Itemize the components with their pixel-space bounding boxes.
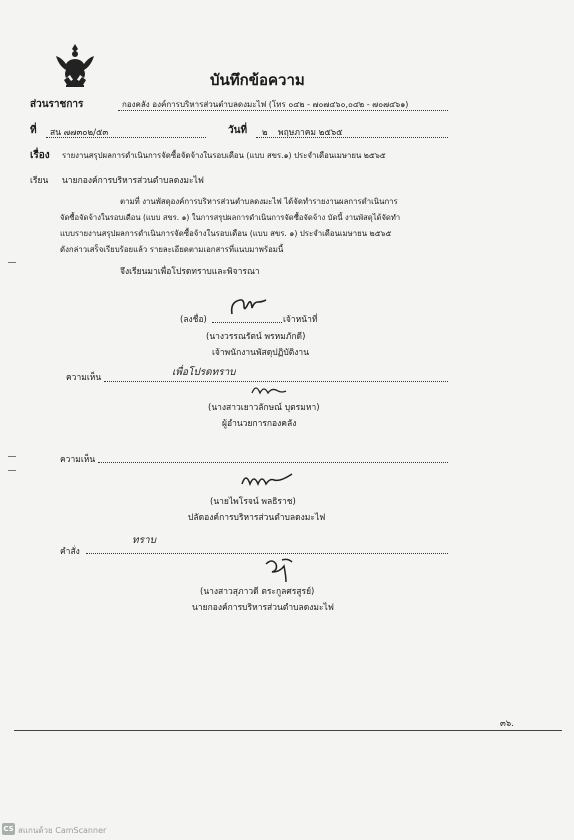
ref-value: สน ๗๗๓๐๒/๕๓ [50, 128, 109, 138]
memo-title: บันทึกข้อความ [210, 71, 305, 89]
signature-3 [240, 470, 296, 490]
opinion1-handwritten: เพื่อโปรดทราบ [172, 367, 236, 378]
date-day: ๒ [262, 128, 268, 138]
page-number: ๓๖. [500, 719, 514, 729]
signer3-name: (นายไพโรจน์ พลธิราช) [210, 497, 296, 507]
bottom-divider [14, 730, 562, 731]
signer2-position: ผู้อำนวยการกองคลัง [222, 419, 297, 429]
garuda-emblem-icon [54, 42, 96, 88]
signature-2 [250, 381, 290, 397]
signer2-name: (นางสาวเยาวลักษณ์ บุตรมหา) [208, 403, 320, 413]
ref-label: ที่ [30, 125, 37, 136]
signer1-prefix: (ลงชื่อ) [180, 315, 207, 325]
signer1-suffix: เจ้าหน้าที่ [283, 315, 318, 325]
camscanner-badge: CS [3, 825, 14, 833]
to-label: เรียน [30, 176, 49, 186]
subject-label: เรื่อง [30, 150, 50, 161]
order-label: คำสั่ง [60, 547, 80, 557]
opinion2-label: ความเห็น [60, 455, 96, 465]
signer4-position: นายกองค์การบริหารส่วนตำบลดงมะไฟ [192, 603, 334, 613]
order-handwritten: ทราบ [132, 535, 156, 546]
signature-4 [262, 556, 296, 582]
body-line-1: ตามที่ งานพัสดุองค์การบริหารส่วนตำบลดงมะไฟ ได้จัดทำรายงานผลการดำเนินการ [120, 197, 398, 206]
signer3-position: ปลัดองค์การบริหารส่วนตำบลดงมะไฟ [188, 513, 326, 523]
signature-1 [228, 296, 276, 318]
signer1-name: (นางวรรณรัตน์ พรหมภักดี) [206, 332, 306, 342]
opinion1-label: ความเห็น [66, 373, 102, 383]
body-line-4: ดังกล่าวเสร็จเรียบร้อยแล้ว รายละเอียดตามเอกสารที่แนบมาพร้อมนี้ [60, 245, 284, 254]
date-rest: พฤษภาคม ๒๕๖๕ [278, 128, 343, 138]
camscanner-text: สแกนด้วย CamScanner [18, 826, 107, 835]
agency-label: ส่วนราชการ [30, 99, 84, 110]
body-line-3: แบบรายงานสรุปผลการดำเนินการจัดซื้อจ้างในรอบเดือน (แบบ สขร. ๑) ประจำเดือนเมษายน ๒๕๖๕ [60, 229, 392, 238]
date-label: วันที่ [228, 125, 248, 136]
signer4-name: (นางสาวสุภาวดี ตระกูลศรสูรย์) [200, 587, 315, 597]
signer1-position: เจ้าพนักงานพัสดุปฏิบัติงาน [212, 348, 310, 358]
subject-value: รายงานสรุปผลการดำเนินการจัดซื้อจัดจ้างในรอบเดือน (แบบ สขร.๑) ประจำเดือนเมษายน ๒๕๖๕ [62, 151, 386, 160]
body-line-2: จัดซื้อจัดจ้างในรอบเดือน (แบบ สขร. ๑) ในการสรุปผลการดำเนินการจัดซื้อจัดจ้าง บัดนี้ งานพัสดุได้จัดทำ [60, 213, 401, 222]
agency-value: กองคลัง องค์การบริหารส่วนตำบลดงมะไฟ (โทร ๐๔๒ - ๗๐๗๔๖๐,๐๔๒ - ๗๐๗๔๖๑) [122, 100, 409, 109]
closing-line: จึงเรียนมาเพื่อโปรดทราบและพิจารณา [120, 267, 260, 277]
to-value: นายกองค์การบริหารส่วนตำบลดงมะไฟ [62, 176, 204, 186]
